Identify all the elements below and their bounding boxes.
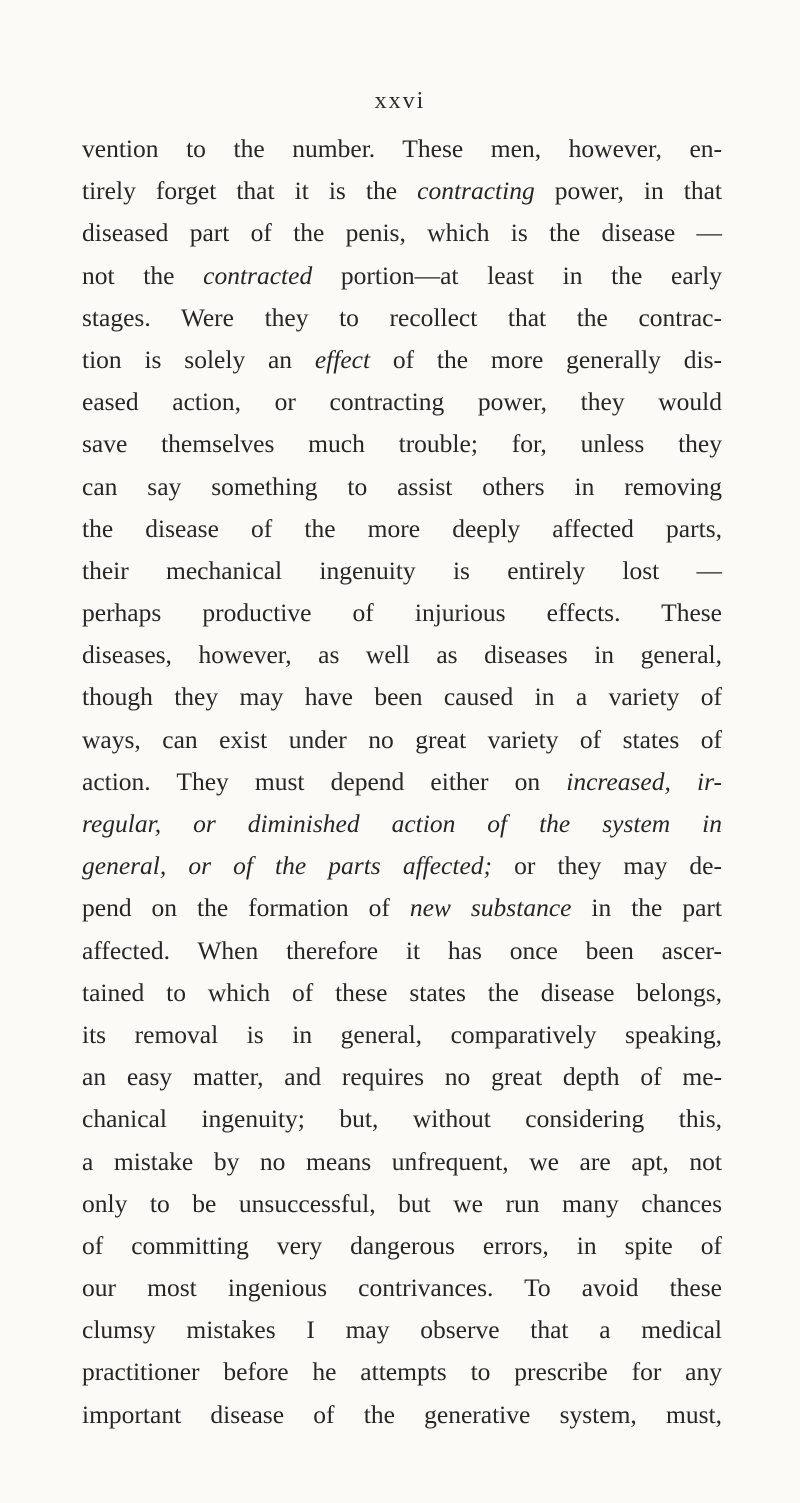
- text-segment: save themselves much trouble; for, unless they: [82, 429, 722, 459]
- text-segment: power, in that: [534, 176, 723, 206]
- italic-text-segment: general, or of the parts affected;: [82, 851, 493, 881]
- text-line: [82, 1098, 722, 1140]
- text-segment: diseased part of the penis, which is the disease —: [82, 218, 722, 248]
- page-number: xxvi: [374, 88, 426, 114]
- text-segment: or they may de-: [492, 851, 722, 881]
- text-line: [82, 719, 722, 761]
- text-line: [82, 761, 722, 803]
- text-line: [82, 212, 722, 254]
- text-line: [82, 508, 722, 550]
- text-line: [82, 1267, 722, 1309]
- text-line: [82, 550, 722, 592]
- text-segment: our most ingenious contrivances. To avoid these: [82, 1273, 722, 1303]
- text-segment: its removal is in general, comparatively speaking,: [82, 1019, 722, 1049]
- text-line: [82, 1183, 722, 1225]
- text-line: [82, 887, 722, 929]
- text-segment: affected. When therefore it has once been ascer-: [82, 935, 722, 965]
- text-segment: action. They must depend either on: [82, 766, 567, 796]
- italic-text-segment: regular, or diminished action of the system in: [82, 809, 722, 838]
- text-segment: only to be unsuccessful, but we run many chances: [82, 1188, 722, 1218]
- text-line: [82, 676, 722, 718]
- italic-text-segment: effect: [314, 344, 371, 374]
- body-text: [82, 128, 722, 1436]
- text-line: [82, 803, 722, 845]
- text-line: [82, 592, 722, 634]
- text-line: [82, 1014, 722, 1056]
- text-segment: not the: [82, 260, 204, 290]
- text-line: [82, 423, 722, 465]
- text-segment: practitioner before he attempts to prescribe for any: [82, 1357, 722, 1387]
- text-line: [82, 1141, 722, 1183]
- text-line: [82, 930, 722, 972]
- text-segment: the disease of the more deeply affected parts,: [82, 513, 722, 543]
- text-line: [82, 1225, 722, 1267]
- text-line: [82, 339, 722, 381]
- text-segment: clumsy mistakes I may observe that a medical: [82, 1315, 722, 1345]
- text-segment: tained to which of these states the disease belongs,: [82, 977, 722, 1007]
- text-segment: their mechanical ingenuity is entirely lost —: [82, 555, 722, 585]
- text-line: [82, 297, 722, 339]
- text-line: [82, 845, 722, 887]
- text-segment: portion—at least in the early: [312, 260, 722, 290]
- text-segment: tirely forget that it is the: [82, 176, 418, 206]
- text-segment: eased action, or contracting power, they would: [82, 387, 722, 417]
- text-segment: though they may have been caused in a variety of: [82, 682, 722, 712]
- text-line: [82, 466, 722, 508]
- italic-text-segment: new substance: [409, 893, 572, 923]
- text-segment: vention to the number. These men, however, en-: [82, 134, 722, 163]
- text-line: [82, 381, 722, 423]
- text-segment: tion is solely an: [82, 344, 315, 374]
- text-segment: of the more generally dis-: [370, 344, 722, 374]
- text-segment: important disease of the generative system, must,: [82, 1399, 722, 1429]
- text-segment: a mistake by no means unfrequent, we are apt, not: [82, 1146, 722, 1176]
- text-segment: in the part: [571, 893, 722, 923]
- text-line: [82, 1309, 722, 1351]
- text-segment: diseases, however, as well as diseases in general,: [82, 640, 722, 670]
- text-segment: pend on the formation of: [82, 893, 410, 923]
- text-segment: ways, can exist under no great variety of states of: [82, 724, 722, 754]
- text-segment: can say something to assist others in removing: [82, 471, 722, 501]
- text-segment: of committing very dangerous errors, in spite of: [82, 1230, 722, 1260]
- text-segment: an easy matter, and requires no great depth of me-: [82, 1062, 722, 1092]
- text-segment: perhaps productive of injurious effects. These: [82, 598, 722, 628]
- text-segment: chanical ingenuity; but, without considering this,: [82, 1104, 722, 1134]
- text-line: [82, 1351, 722, 1393]
- text-line: [82, 1394, 722, 1436]
- text-line: [82, 1056, 722, 1098]
- italic-text-segment: contracting: [417, 176, 535, 206]
- text-line: [82, 255, 722, 297]
- text-line: [82, 972, 722, 1014]
- text-line: [82, 170, 722, 212]
- text-line: [82, 634, 722, 676]
- italic-text-segment: contracted: [203, 260, 313, 290]
- text-line: [82, 128, 722, 170]
- italic-text-segment: increased, ir-: [566, 766, 722, 796]
- text-segment: stages. Were they to recollect that the contrac-: [82, 302, 722, 332]
